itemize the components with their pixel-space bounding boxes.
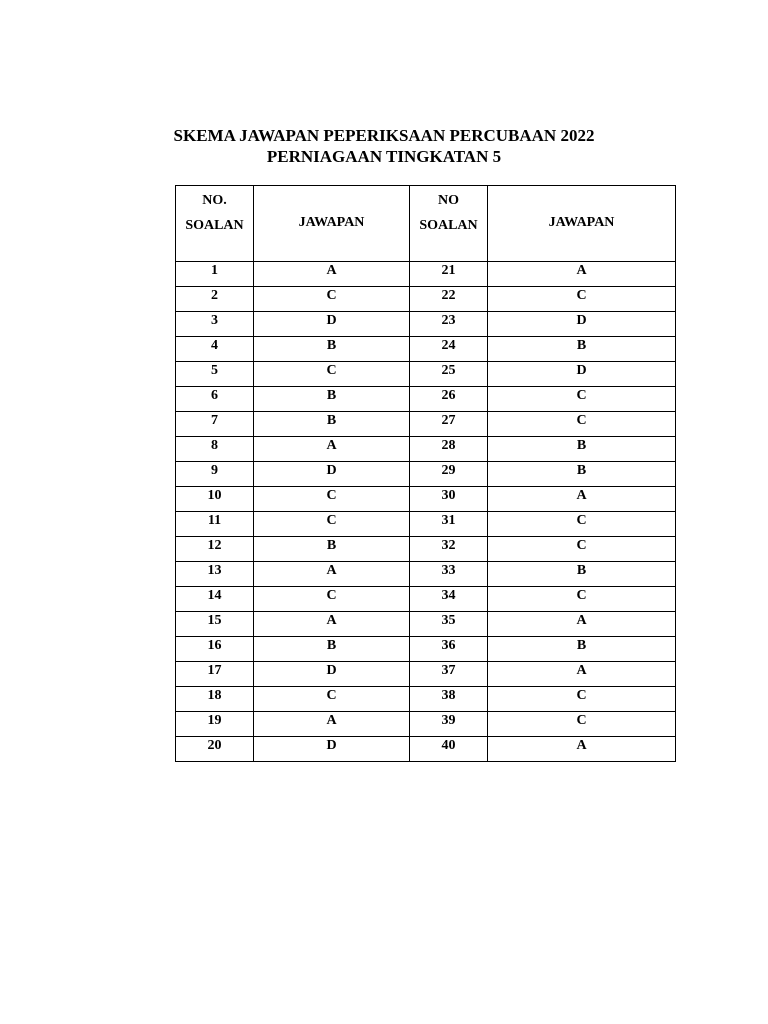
table-row: [176, 562, 676, 587]
question-number-cell: 33: [410, 562, 488, 587]
question-number-cell: 3: [176, 312, 254, 337]
question-number-cell: 1: [176, 262, 254, 287]
answer-cell: B: [488, 462, 676, 487]
table-row: [176, 662, 676, 687]
document-subtitle: PERNIAGAAN TINGKATAN 5: [266, 147, 502, 166]
document-title: SKEMA JAWAPAN PEPERIKSAAN PERCUBAAN 2022: [173, 126, 595, 145]
question-number-cell: 6: [176, 387, 254, 412]
answer-cell: B: [488, 562, 676, 587]
answer-cell: B: [254, 337, 410, 362]
table-row: [176, 687, 676, 712]
answer-cell: C: [488, 387, 676, 412]
table-row: [176, 612, 676, 637]
table-row: [176, 487, 676, 512]
answer-cell: C: [254, 287, 410, 312]
answer-cell: C: [254, 512, 410, 537]
table-row: [176, 637, 676, 662]
answer-cell: C: [254, 487, 410, 512]
question-number-cell: 12: [176, 537, 254, 562]
answer-cell: A: [488, 262, 676, 287]
header-question-number-right: [410, 186, 488, 262]
question-number-cell: 9: [176, 462, 254, 487]
table-row: [176, 437, 676, 462]
answer-rows: [176, 262, 676, 762]
header-question-number-left: [176, 186, 254, 262]
question-number-cell: 31: [410, 512, 488, 537]
answer-cell: D: [254, 462, 410, 487]
question-number-cell: 13: [176, 562, 254, 587]
header-label: SOALAN: [185, 218, 244, 233]
answer-cell: C: [488, 712, 676, 737]
question-number-cell: 25: [410, 362, 488, 387]
question-number-cell: 28: [410, 437, 488, 462]
question-number-cell: 29: [410, 462, 488, 487]
question-number-cell: 5: [176, 362, 254, 387]
header-label: SOALAN: [419, 218, 478, 233]
question-number-cell: 27: [410, 412, 488, 437]
answer-cell: A: [254, 437, 410, 462]
question-number-cell: 4: [176, 337, 254, 362]
question-number-cell: 16: [176, 637, 254, 662]
header-label: JAWAPAN: [548, 215, 615, 230]
answer-cell: D: [254, 737, 410, 762]
table-row: [176, 337, 676, 362]
question-number-cell: 34: [410, 587, 488, 612]
table-row: [176, 462, 676, 487]
table-row: [176, 312, 676, 337]
answer-cell: D: [488, 362, 676, 387]
table-row: [176, 712, 676, 737]
answer-cell: C: [488, 512, 676, 537]
answer-cell: B: [488, 337, 676, 362]
question-number-cell: 18: [176, 687, 254, 712]
question-number-cell: 26: [410, 387, 488, 412]
question-number-cell: 11: [176, 512, 254, 537]
question-number-cell: 24: [410, 337, 488, 362]
answer-cell: C: [488, 412, 676, 437]
answer-cell: C: [254, 687, 410, 712]
question-number-cell: 38: [410, 687, 488, 712]
answer-cell: A: [254, 562, 410, 587]
table-row: [176, 262, 676, 287]
question-number-cell: 17: [176, 662, 254, 687]
answer-cell: B: [254, 412, 410, 437]
answer-cell: B: [254, 537, 410, 562]
question-number-cell: 2: [176, 287, 254, 312]
answer-cell: A: [254, 712, 410, 737]
answer-cell: C: [254, 362, 410, 387]
answer-cell: C: [488, 287, 676, 312]
question-number-cell: 10: [176, 487, 254, 512]
question-number-cell: 23: [410, 312, 488, 337]
answer-cell: C: [488, 687, 676, 712]
answer-cell: B: [254, 387, 410, 412]
question-number-cell: 21: [410, 262, 488, 287]
question-number-cell: 39: [410, 712, 488, 737]
table-row: [176, 737, 676, 762]
table-row: [176, 412, 676, 437]
table-row: [176, 287, 676, 312]
question-number-cell: 30: [410, 487, 488, 512]
answer-cell: A: [488, 612, 676, 637]
question-number-cell: 22: [410, 287, 488, 312]
header-label: NO.: [202, 193, 227, 208]
answer-cell: A: [254, 612, 410, 637]
answer-cell: D: [254, 312, 410, 337]
question-number-cell: 7: [176, 412, 254, 437]
answer-cell: B: [254, 637, 410, 662]
question-number-cell: 32: [410, 537, 488, 562]
answer-cell: A: [254, 262, 410, 287]
answer-cell: B: [488, 637, 676, 662]
question-number-cell: 15: [176, 612, 254, 637]
table-header-row: [176, 186, 676, 262]
answer-cell: A: [488, 662, 676, 687]
answer-cell: D: [254, 662, 410, 687]
answer-cell: C: [488, 587, 676, 612]
answer-cell: C: [488, 537, 676, 562]
table-row: [176, 537, 676, 562]
answer-cell: A: [488, 737, 676, 762]
question-number-cell: 35: [410, 612, 488, 637]
question-number-cell: 19: [176, 712, 254, 737]
table-row: [176, 512, 676, 537]
answer-cell: A: [488, 487, 676, 512]
table-row: [176, 587, 676, 612]
answer-cell: B: [488, 437, 676, 462]
answer-cell: D: [488, 312, 676, 337]
question-number-cell: 14: [176, 587, 254, 612]
header-label: NO: [438, 193, 459, 208]
header-label: JAWAPAN: [298, 215, 365, 230]
header-answer-left: [254, 186, 410, 262]
table-row: [176, 362, 676, 387]
question-number-cell: 37: [410, 662, 488, 687]
question-number-cell: 40: [410, 737, 488, 762]
question-number-cell: 36: [410, 637, 488, 662]
question-number-cell: 20: [176, 737, 254, 762]
answer-table: [175, 185, 676, 762]
table-row: [176, 387, 676, 412]
question-number-cell: 8: [176, 437, 254, 462]
header-answer-right: [488, 186, 676, 262]
answer-cell: C: [254, 587, 410, 612]
